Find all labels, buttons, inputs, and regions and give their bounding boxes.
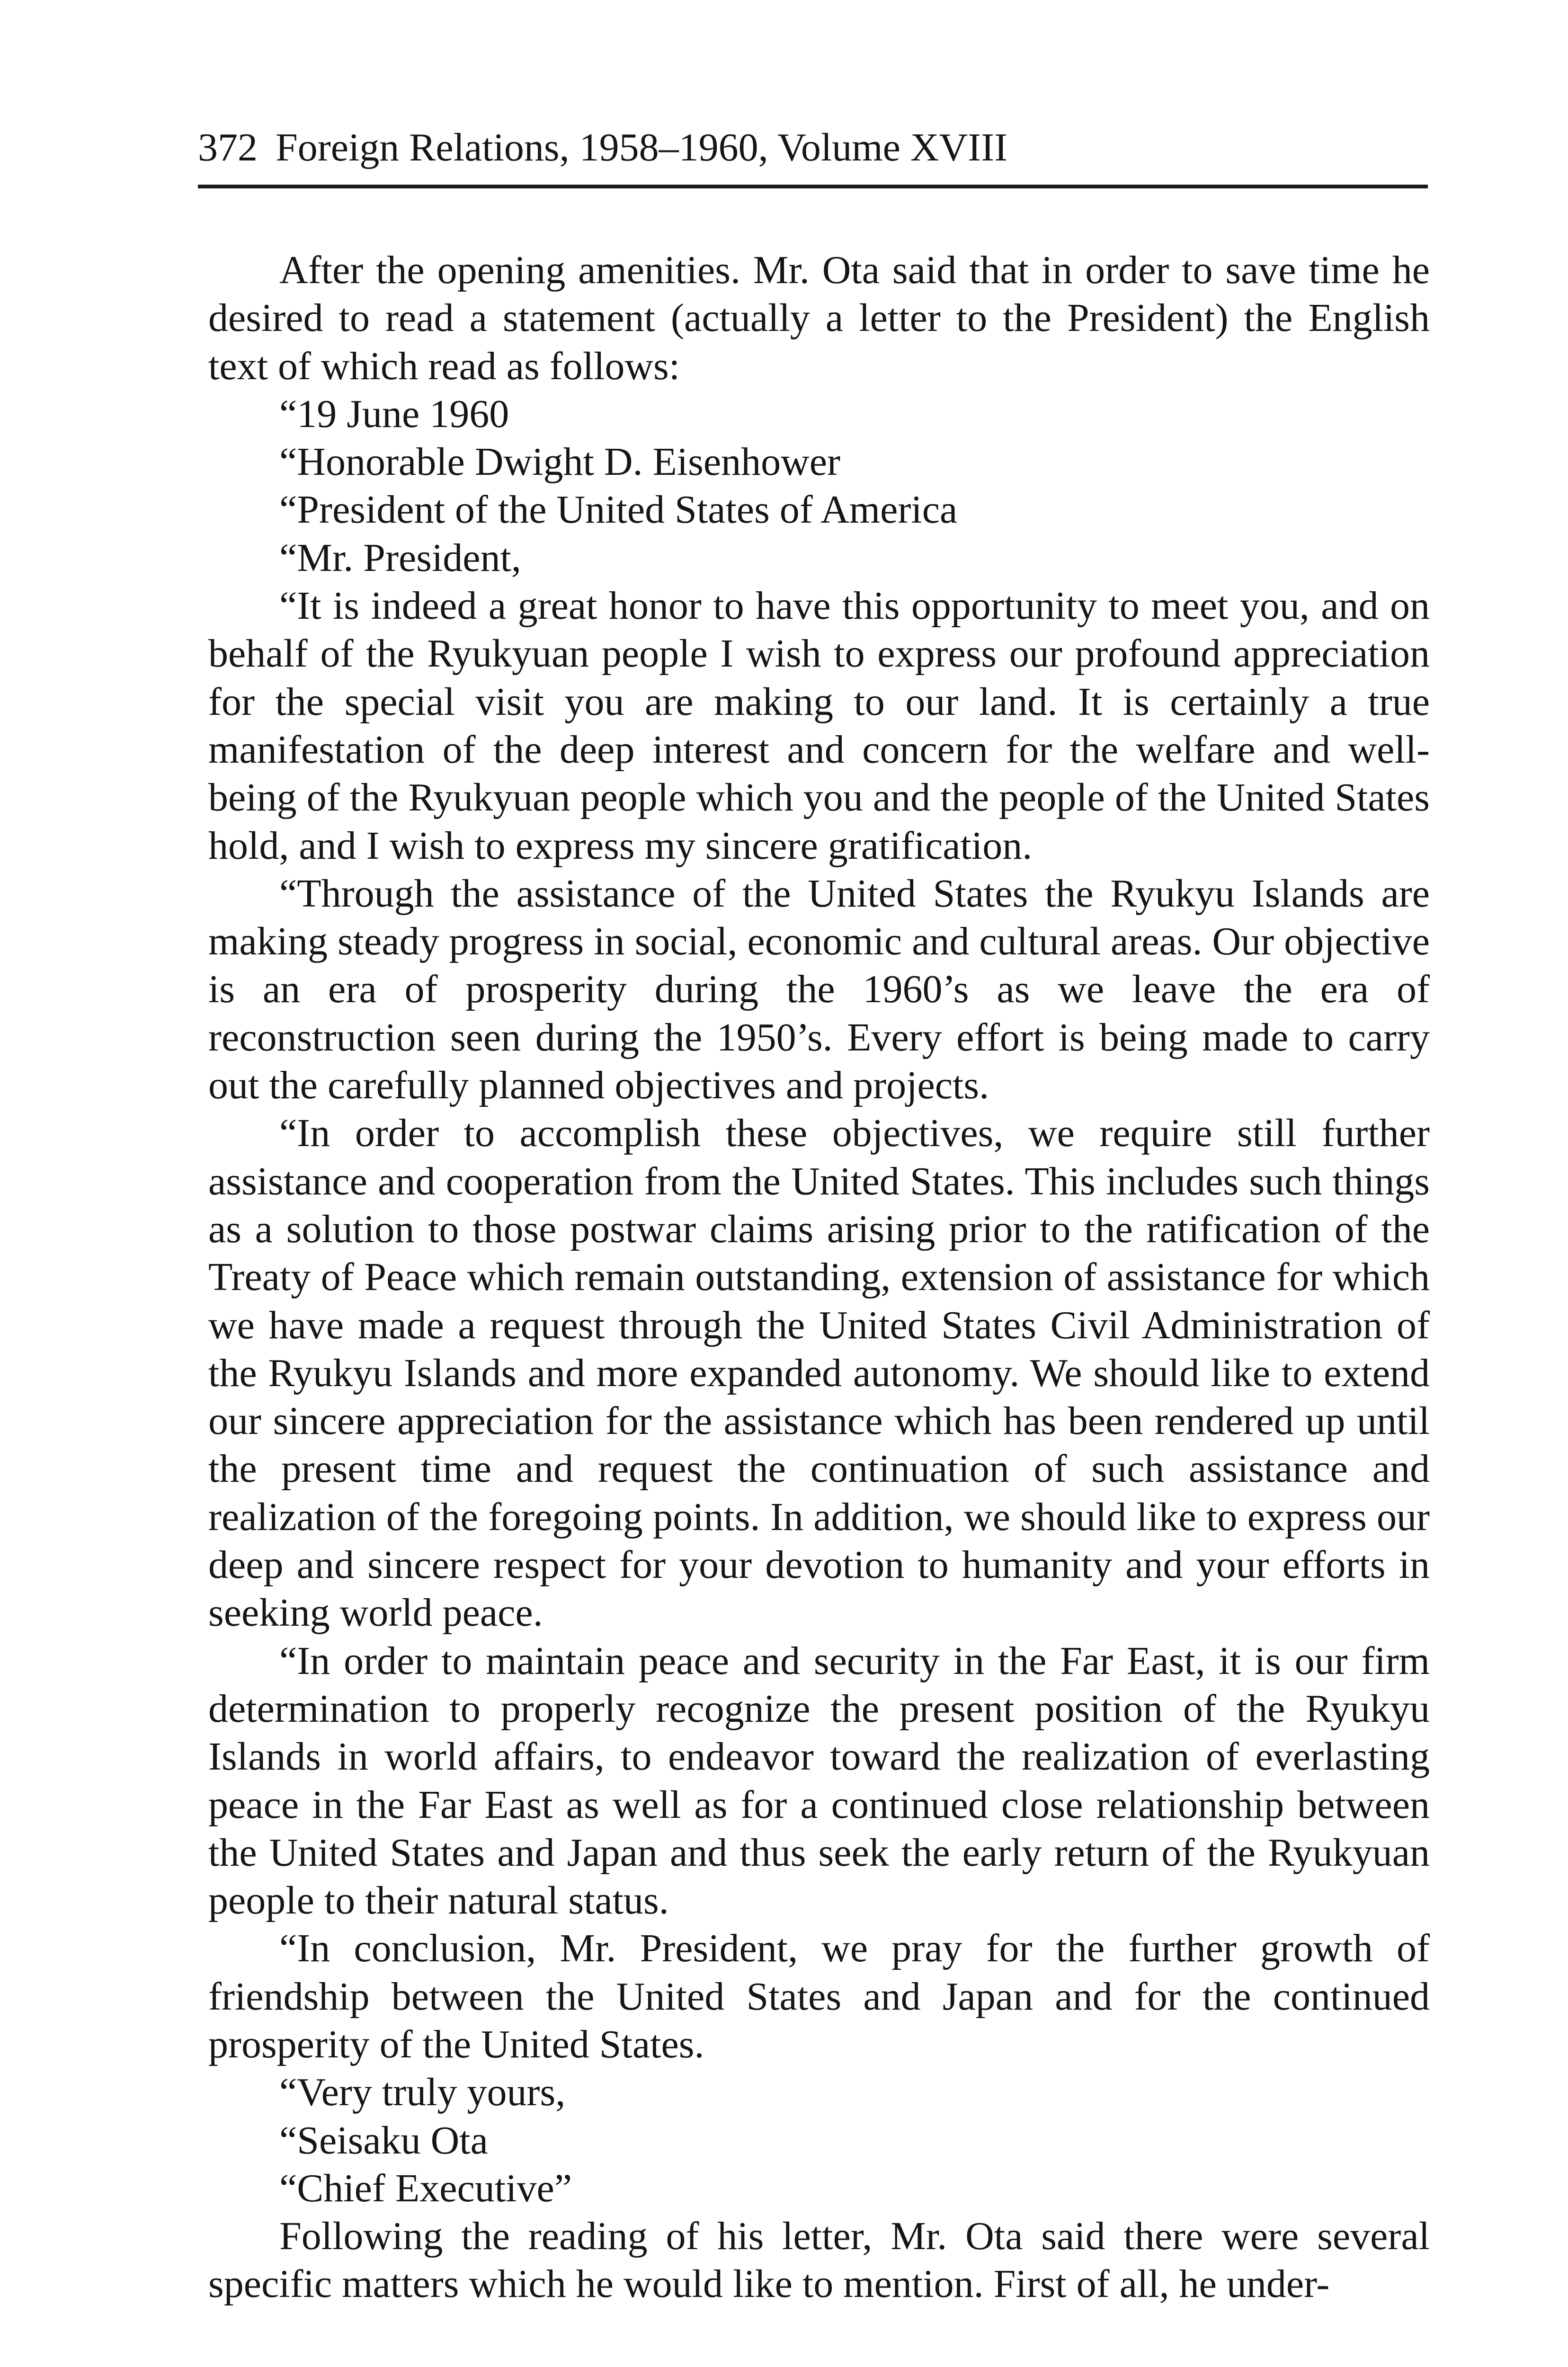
letter-paragraph: “In conclusion, Mr. President, we pray for the further growth of friendship between the United States and Japan and for the continued prosperity of the United States. (208, 1926, 1430, 2066)
body-text (208, 246, 1430, 2308)
running-head (198, 124, 1429, 171)
letter-signer-title: “Chief Executive” (279, 2166, 572, 2210)
letter-addressee-title: “President of the United States of America (279, 488, 958, 532)
intro-paragraph: After the opening amenities. Mr. Ota said that in order to save time he desired to read a statement (actually a letter to the President) the English text of which read as follows: (208, 248, 1430, 388)
letter-salutation: “Mr. President, (279, 535, 521, 580)
letter-date: “19 June 1960 (279, 392, 509, 436)
header-rule (198, 185, 1428, 188)
publication-title: Foreign Relations, 1958–1960, Volume XVIII (276, 125, 1008, 169)
closing-paragraph: Following the reading of his letter, Mr. Ota said there were several specific matters which he would like to mention. First of all, he under- (208, 2214, 1430, 2306)
letter-addressee: “Honorable Dwight D. Eisenhower (279, 440, 841, 484)
letter-paragraph: “It is indeed a great honor to have this opportunity to meet you, and on behalf of the Ryukyuan people I wish to express our profound appreciation for the special visit you are making to our land. It is certainly a true manifestation of the deep interest and concern for the welfare and well-being of the Ryukyuan people which you and the people of the United States hold, and I wish to express my sincere gratification. (208, 584, 1430, 868)
page-number: 372 (198, 125, 258, 169)
letter-paragraph: “In order to accomplish these objectives, we require still further assistance and cooperation from the United States. This includes such things as a solution to those postwar claims arising prior to the ratification of the Treaty of Peace which remain outstanding, extension of assistance for which we have made a request through the United States Civil Administration of the Ryukyu Islands and more expanded autonomy. We should like to extend our sincere appreciation for the assistance which has been rendered up until the present time and request the continuation of such assistance and realization of the foregoing points. In addition, we should like to express our deep and sincere respect for your devotion to humanity and your efforts in seeking world peace. (208, 1111, 1430, 1635)
letter-closing: “Very truly yours, (279, 2070, 566, 2115)
letter-signature: “Seisaku Ota (279, 2118, 488, 2162)
letter-paragraph: “Through the assistance of the United States the Ryukyu Islands are making steady progress in social, economic and cultural areas. Our objective is an era of prosperity during the 1960’s as we leave the era of reconstruction seen during the 1950’s. Every effort is being made to carry out the carefully planned objectives and projects. (208, 871, 1430, 1108)
letter-paragraph: “In order to maintain peace and security in the Far East, it is our firm determination to properly recognize the present position of the Ryukyu Islands in world affairs, to endeavor toward the realization of everlasting peace in the Far East as well as for a continued close relationship between the United States and Japan and thus seek the early return of the Ryukyuan people to their natural status. (208, 1638, 1430, 1923)
